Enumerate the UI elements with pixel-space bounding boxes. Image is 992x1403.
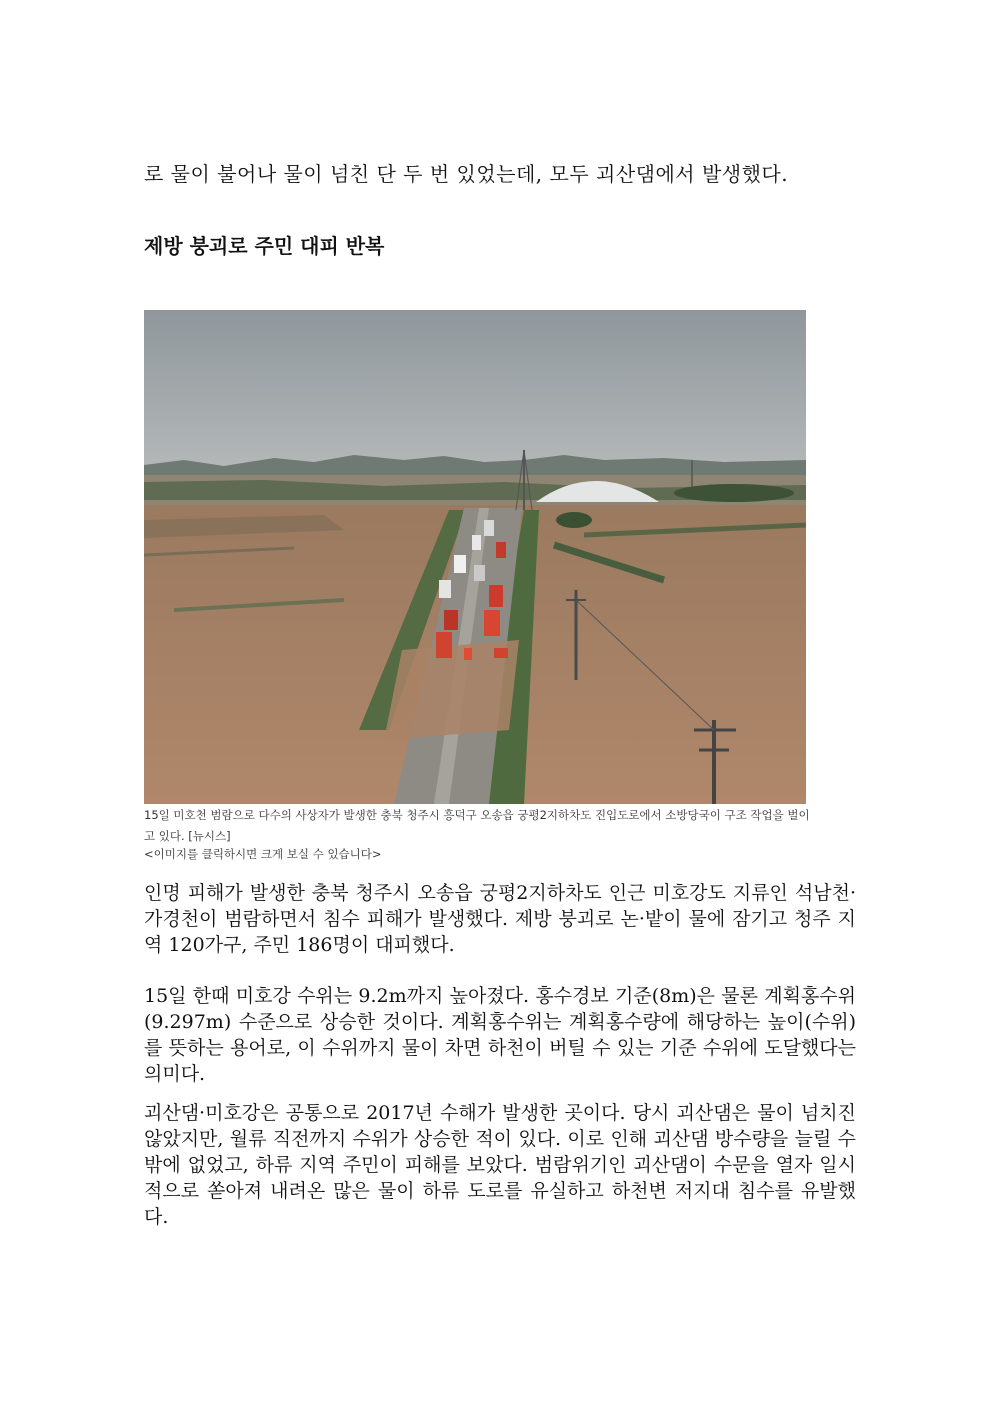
body-paragraph-2: 15일 한때 미호강 수위는 9.2m까지 높아졌다. 홍수경보 기준(8m)은 물론 계획홍수위(9.297m) 수준으로 상승한 것이다. 계획홍수위는 계획홍수량에 해당하는 높이(수위)를 뜻하는 용어로, 이 수위까지 물이 차면 하천이 버틸 수 있는 기준 수위에 도달했다는 의미다. xyxy=(144,985,856,1085)
body-paragraph-3: 괴산댐·미호강은 공통으로 2017년 수해가 발생한 곳이다. 당시 괴산댐은 물이 넘치진 않았지만, 월류 직전까지 수위가 상승한 적이 있다. 이로 인해 괴산댐 방수량을 늘릴 수밖에 없었고, 하류 지역 주민이 피해를 보았다. 범람위기인 괴산댐이 수문을 열자 일시적으로 쏟아져 내려온 많은 물이 하류 도로를 유실하고 하천변 저지대 침수를 유발했다. xyxy=(144,1102,856,1228)
continued-paragraph: 로 물이 불어나 물이 넘친 단 두 번 있었는데, 모두 괴산댐에서 발생했다. xyxy=(144,162,789,186)
flood-aerial-image xyxy=(144,310,806,804)
section-heading: 제방 붕괴로 주민 대피 반복 xyxy=(144,234,385,258)
body-paragraph-1: 인명 피해가 발생한 충북 청주시 오송읍 궁평2지하차도 인근 미호강도 지류인 석남천·가경천이 범람하면서 침수 피해가 발생했다. 제방 붕괴로 논·밭이 물에 잠기고 청주 지역 120가구, 주민 186명이 대피했다. xyxy=(144,882,856,956)
enlarge-image-note[interactable]: <이미지를 클릭하시면 크게 보실 수 있습니다> xyxy=(144,847,382,861)
flood-photo[interactable] xyxy=(144,310,806,804)
photo-caption xyxy=(144,805,816,862)
photo-caption-text: 15일 미호천 범람으로 다수의 사상자가 발생한 충북 청주시 흥덕구 오송읍 궁평2지하차도 진입도로에서 소방당국이 구조 작업을 벌이고 있다. [뉴시스] xyxy=(144,808,810,843)
